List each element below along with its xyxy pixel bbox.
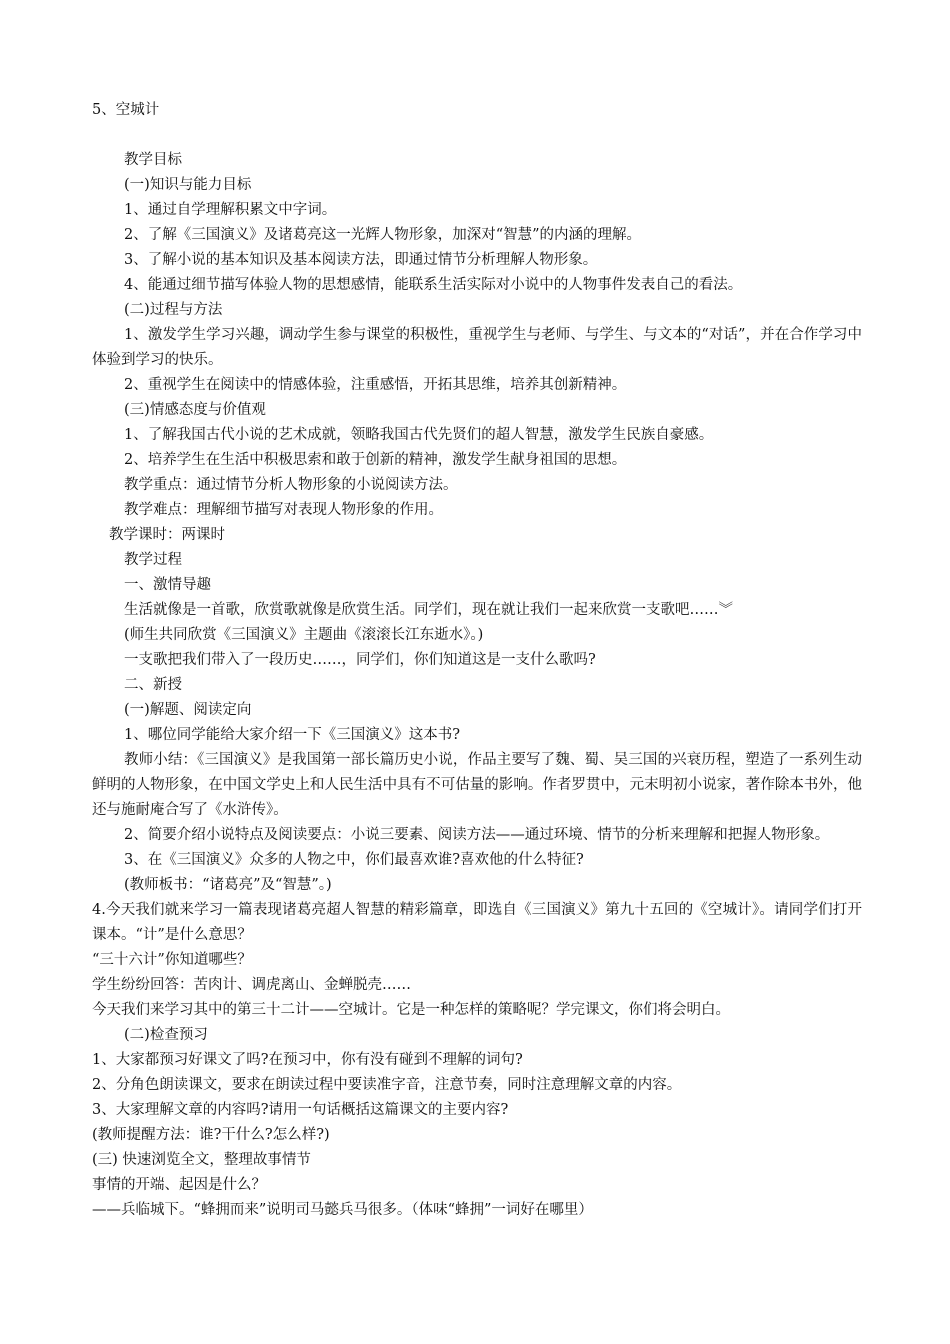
paragraph-line: 3、在《三国演义》众多的人物之中，你们最喜欢谁?喜欢他的什么特征? [124, 852, 584, 868]
paragraph-line: 2、分角色朗读课文，要求在朗读过程中要读准字音，注意节奏，同时注意理解文章的内容。 [92, 1077, 682, 1093]
paragraph-line: 教学目标 [124, 152, 182, 168]
paragraph-line: 3、大家理解文章的内容吗?请用一句话概括这篇课文的主要内容? [92, 1102, 509, 1118]
paragraph-line: 1、了解我国古代小说的艺术成就，领略我国古代先贤们的超人智慧，激发学生民族自豪感。 [124, 427, 714, 443]
paragraph-line: 教学课时：两课时 [109, 527, 225, 543]
paragraph-line: 1、激发学生学习兴趣，调动学生参与课堂的积极性，重视学生与老师、与学生、与文本的“对话”，并在合作学习中体验到学习的快乐。 [92, 327, 862, 368]
paragraph-line: 2、了解《三国演义》及诸葛亮这一光辉人物形象，加深对“智慧”的内涵的理解。 [124, 227, 642, 243]
paragraph-line: 今天我们来学习其中的第三十二计——空城计。它是一种怎样的策略呢？学完课文，你们将会明白。 [92, 1002, 730, 1018]
paragraph-line: 2、重视学生在阅读中的情感体验，注重感悟，开拓其思维，培养其创新精神。 [124, 377, 627, 393]
paragraph-line: 教学重点：通过情节分析人物形象的小说阅读方法。 [124, 477, 458, 493]
paragraph-line: 1、哪位同学能给大家介绍一下《三国演义》这本书? [124, 727, 460, 743]
paragraph-line: “三十六计”你知道哪些？ [92, 952, 252, 968]
paragraph-line: 教学难点：理解细节描写对表现人物形象的作用。 [124, 502, 443, 518]
paragraph-line: 二、新授 [124, 677, 182, 693]
paragraph-line: 一、激情导趣 [124, 577, 211, 593]
paragraph-line: (师生共同欣赏《三国演义》主题曲《滚滚长江东逝水》。) [124, 627, 484, 643]
paragraph-line: 生活就像是一首歌，欣赏歌就像是欣赏生活。同学们，现在就让我们一起来欣赏一支歌吧……︾ [124, 602, 733, 618]
paragraph-line: 事情的开端、起因是什么？ [92, 1177, 266, 1193]
paragraph-line: 4、能通过细节描写体验人物的思想感情，能联系生活实际对小说中的人物事件发表自己的看法。 [124, 277, 743, 293]
document-title: 5、空城计 [92, 102, 160, 118]
paragraph-line: 学生纷纷回答：苦肉计、调虎离山、金蝉脱壳…… [92, 977, 411, 993]
paragraph-line: (教师提醒方法：谁?干什么?怎么样?) [92, 1127, 330, 1143]
paragraph-line: (二)检查预习 [124, 1027, 208, 1043]
paragraph-line: (教师板书：“诸葛亮”及“智慧”。) [124, 877, 332, 893]
paragraph-line: 1、通过自学理解积累文中字词。 [124, 202, 337, 218]
paragraph-line: 3、了解小说的基本知识及基本阅读方法，即通过情节分析理解人物形象。 [124, 252, 598, 268]
paragraph-line: (一)解题、阅读定向 [124, 702, 252, 718]
paragraph-line: 4.今天我们就来学习一篇表现诸葛亮超人智慧的精彩篇章，即选自《三国演义》第九十五回的《空城计》。请同学们打开课本。“计”是什么意思？ [92, 902, 862, 943]
paragraph-line: 2、简要介绍小说特点及阅读要点：小说三要素、阅读方法——通过环境、情节的分析来理解和把握人物形象。 [124, 827, 830, 843]
paragraph-line: 教学过程 [124, 552, 182, 568]
paragraph-line: 一支歌把我们带入了一段历史……，同学们，你们知道这是一支什么歌吗? [124, 652, 596, 668]
paragraph-line: 1、大家都预习好课文了吗?在预习中，你有没有碰到不理解的词句? [92, 1052, 523, 1068]
paragraph-line: (一)知识与能力目标 [124, 177, 252, 193]
paragraph-line: ——兵临城下。“蜂拥而来”说明司马懿兵马很多。（体味“蜂拥”一词好在哪里） [92, 1202, 593, 1218]
paragraph-line: (三) 快速浏览全文，整理故事情节 [92, 1152, 311, 1168]
paragraph-line: (二)过程与方法 [124, 302, 223, 318]
document-body [92, 148, 862, 1223]
paragraph-line: 教师小结：《三国演义》是我国第一部长篇历史小说，作品主要写了魏、蜀、吴三国的兴衰历程，塑造了一系列生动鲜明的人物形象，在中国文学史上和人民生活中具有不可估量的影响。作者罗贯中，元末明初小说家，著作除本书外，他还与施耐庵合写了《水浒传》。 [92, 752, 862, 818]
paragraph-line: (三)情感态度与价值观 [124, 402, 266, 418]
paragraph-line: 2、培养学生在生活中积极思索和敢于创新的精神，激发学生献身祖国的思想。 [124, 452, 627, 468]
